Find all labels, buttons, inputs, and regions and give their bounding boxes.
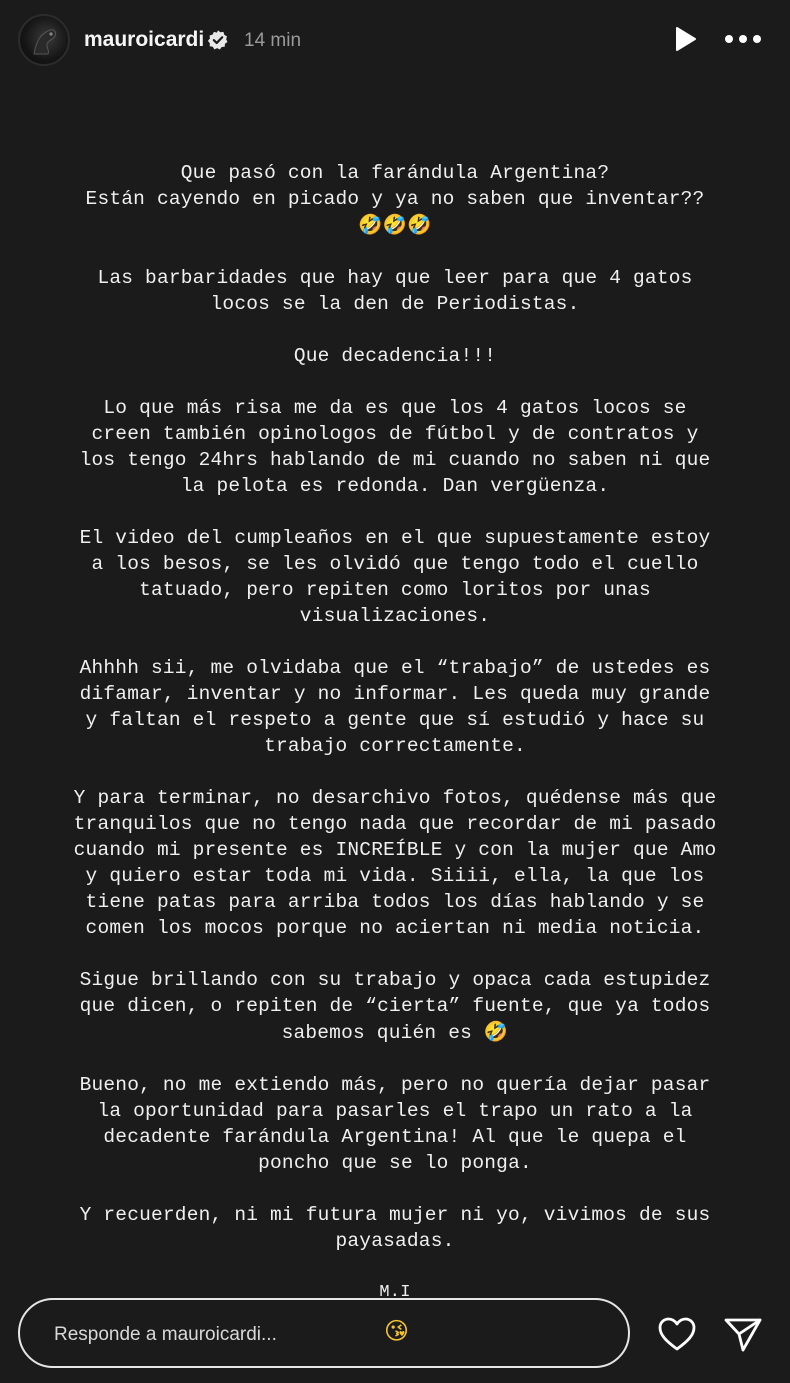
- reply-placeholder: Responde a mauroicardi...: [54, 1324, 277, 1345]
- paragraph-7: Y para terminar, no desarchivo fotos, quédense más que tranquilos que no tengo nada que recordar de mi pasado cuando mi presente es INCREÍBLE y con la mujer que Amo y quiero estar toda mi vida. Siiii, ella, la que los tiene patas para arriba todos los días hablando y se comen los mocos porque no aciertan ni media noticia.: [73, 787, 717, 939]
- paragraph-5: El video del cumpleaños en el que supuestamente estoy a los besos, se les olvidó que tengo todo el cuello tatuado, pero repiten como loritos por unas visualizaciones.: [79, 527, 711, 627]
- play-icon[interactable]: [670, 24, 700, 54]
- avatar[interactable]: [18, 14, 70, 66]
- verified-badge-icon: [207, 29, 229, 51]
- username[interactable]: mauroicardi: [84, 28, 205, 51]
- post-time: 14 min: [244, 30, 302, 51]
- reply-input[interactable]: [18, 1298, 630, 1368]
- laugh-emoji-group: 🤣🤣🤣: [358, 213, 432, 236]
- story-header: [0, 0, 790, 82]
- send-icon[interactable]: [722, 1314, 764, 1354]
- signature: M.I: [379, 1283, 411, 1302]
- heart-icon[interactable]: [656, 1314, 698, 1354]
- laugh-emoji: 🤣: [483, 1020, 509, 1043]
- story-text: [20, 160, 770, 1332]
- paragraph-10: Y recuerden, ni mi futura mujer ni yo, vivimos de sus payasadas.: [79, 1204, 711, 1252]
- laugh-emojis: [20, 212, 770, 239]
- paragraph-3: Que decadencia!!!: [293, 345, 497, 367]
- reply-bar: [0, 1296, 790, 1376]
- paragraph-6: Ahhhh sii, me olvidaba que el “trabajo” de ustedes es difamar, inventar y no informar. Les queda muy grande y faltan el respeto a gente que sí estudió y hace su trabajo correctamente.: [79, 657, 711, 757]
- paragraph-4: Lo que más risa me da es que los 4 gatos locos se creen también opinologos de fútbol y de contratos y los tengo 24hrs hablando de mi cuando no saben ni que la pelota es redonda. Dan vergüenza.: [79, 397, 711, 497]
- paragraph-2: Las barbaridades que hay que leer para que 4 gatos locos se la den de Periodistas.: [97, 267, 693, 315]
- kiss-sticker: 😘: [384, 1317, 410, 1345]
- paragraph-9: Bueno, no me extiendo más, pero no quería dejar pasar la oportunidad para pasarles el trapo un rato a la decadente farándula Argentina! Al que le quepa el poncho que se lo ponga.: [79, 1074, 711, 1174]
- paragraph-8: Sigue brillando con su trabajo y opaca cada estupidez que dicen, o repiten de “cierta” fuente, que ya todos sabemos quién es 🤣: [79, 969, 711, 1044]
- more-icon[interactable]: [722, 24, 764, 54]
- paragraph-1: Que pasó con la farándula Argentina? Están cayendo en picado y ya no saben que inventar??: [85, 162, 705, 210]
